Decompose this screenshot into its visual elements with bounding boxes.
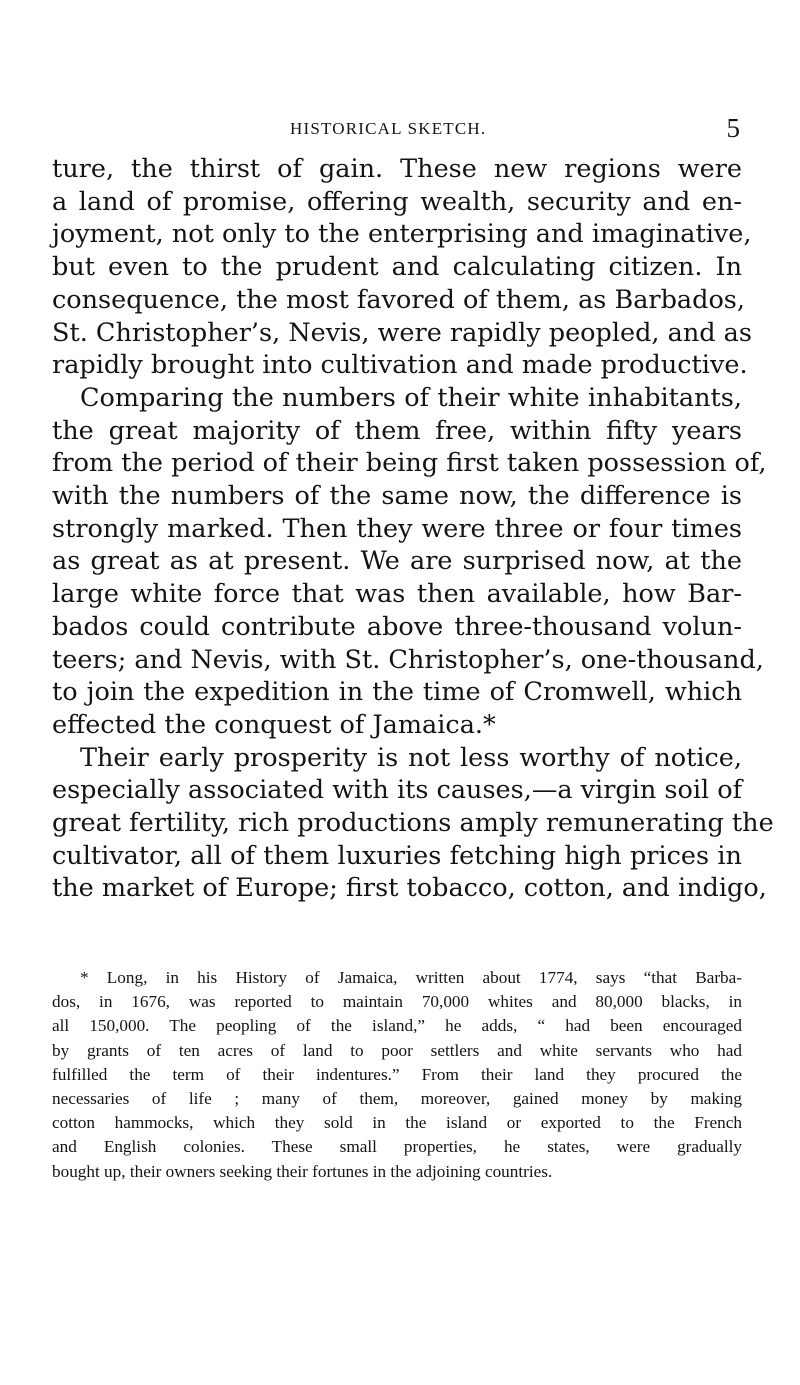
text-line: strongly marked. Then they were three or four times (52, 513, 742, 544)
text-line: to join the expedition in the time of Cromwell, which (52, 677, 742, 708)
book-page (52, 0, 774, 1385)
body-text (52, 153, 774, 905)
footnote (52, 966, 742, 1184)
paragraph-start-line: Comparing the numbers of their white inhabitants, (80, 382, 742, 413)
running-head (52, 113, 742, 143)
text-line: especially associated with its causes,—a virgin soil of (52, 775, 743, 806)
text-line: teers; and Nevis, with St. Christopher’s, one-thousand, (52, 644, 764, 675)
text-line: rapidly brought into cultivation and made productive. (52, 350, 748, 381)
footnote-line: dos, in 1676, was reported to maintain 70,000 whites and 80,000 blacks, in (52, 992, 742, 1012)
footnote-line: by grants of ten acres of land to poor settlers and white servants who had (52, 1040, 742, 1060)
text-line: the market of Europe; first tobacco, cotton, and indigo, (52, 873, 767, 904)
text-line: ture, the thirst of gain. These new regions were (52, 154, 742, 184)
text-line: St. Christopher’s, Nevis, were rapidly peopled, and as (52, 317, 752, 348)
text-line: large white force that was then available, how Bar- (52, 579, 742, 610)
text-line: effected the conquest of Jamaica.* (52, 709, 496, 740)
footnote-line: and English colonies. These small properties, he states, were gradually (52, 1137, 742, 1157)
text-line: bados could contribute above three-thousand volun- (52, 611, 742, 642)
text-line: great fertility, rich productions amply remunerating the (52, 808, 774, 839)
text-line: the great majority of them free, within fifty years (52, 415, 742, 446)
text-line: with the numbers of the same now, the difference is (52, 481, 742, 512)
text-line: cultivator, all of them luxuries fetching high prices in (52, 840, 742, 871)
footnote-line: all 150,000. The peopling of the island,” he adds, “ had been encouraged (52, 1016, 742, 1036)
page-number: 5 (726, 113, 740, 143)
text-line: consequence, the most favored of them, as Barbados, (52, 284, 745, 315)
running-title: HISTORICAL SKETCH. (290, 119, 487, 138)
text-line: joyment, not only to the enterprising and imaginative, (52, 219, 752, 250)
text-line: a land of promise, offering wealth, security and en- (52, 186, 742, 217)
text-line: as great as at present. We are surprised now, at the (52, 546, 742, 577)
footnote-line: necessaries of life ; many of them, moreover, gained money by making (52, 1089, 742, 1109)
footnote-line: * Long, in his History of Jamaica, written about 1774, says “that Barba- (80, 968, 742, 987)
text-line: from the period of their being first taken possession of, (52, 448, 767, 479)
footnote-line: cotton hammocks, which they sold in the island or exported to the French (52, 1113, 742, 1133)
paragraph-start-line: Their early prosperity is not less worthy of notice, (80, 742, 742, 773)
text-line: but even to the prudent and calculating citizen. In (52, 252, 742, 283)
footnote-line: fulfilled the term of their indentures.” From their land they procured the (52, 1064, 742, 1084)
footnote-line: bought up, their owners seeking their fortunes in the adjoining countries. (52, 1161, 553, 1181)
